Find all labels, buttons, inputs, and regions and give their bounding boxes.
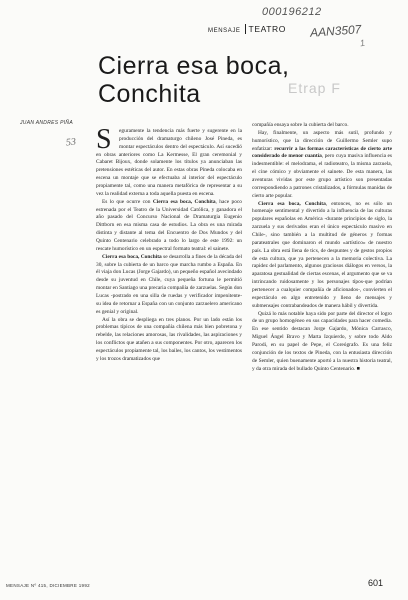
paragraph: Cierra esa boca, Conchita, entonces, no es sólo un homenaje sentimental y divertido a la influencia de las culturas populares españolas en América -durante principios de siglo, la zarzuela y sus derivados eran el único espectáculo masivo en Chile-, sino también a la multitud de géneros y formas parateatrales que dominaron el mundo «artístico» de nuestro país. La obra está llena de tics, de despuntes y de gestos propios de esta cultura, que ya pertenecen a la memoria colectiva. La rapidez del parlamento, algunos graciosos diálogos en versos, la aparatosa gestualidad de ciertas escenas, el argumento que se va intrincando ruidosamente y los personajes típos-que podrían pertenecer a cualquier compañía de aficionados-, convierten el espectáculo en algo entretenido y lleno de mensajes y submensajes contrabandeados de manera hábil y divertida. (252, 200, 392, 309)
drop-cap: S (96, 124, 112, 155)
article-title (98, 52, 289, 108)
page-number: 601 (368, 578, 384, 588)
paragraph: Quizá lo más notable haya sido por parte del director el logro de un grupo homogéneo en sus capacidades para hacer comedia. En ese sentido destacan Jorge Gajardo, Mónica Carrasco, Miguel Ángel Bravo y Marta Izquierdo, y sobre todo Aldo Parodi, en su papel de Pepe, el Coreógrafo. Es una feliz conjunción de los textos de Pineda, con la entusiasta dirección de Semler, quien buenamente aportó a la nuestra historia teatral, y da otra mirada del bullado Quinto Centenario. ■ (252, 310, 392, 372)
text-column-left (96, 124, 242, 364)
paragraph: Cierra esa boca, Conchita se desarrolla a fines de la década del 30, sobre la cubierta de un barco que marcha rumbo a España. En él viaja don Lucas (Jorge Gajardo), un pequeño español avecindado desde su juventud en Chile, cuya pequeña fortuna le permitió montar en Santiago una precaria compañía de zarzuelas. Según don Lucas -postrado en una silla de ruedas y verificador impenitente- su idea de retornar a España con un conjunto zarzuelero americano es genial y original. (96, 253, 242, 315)
play-title: Cierra esa boca, Conchita (102, 253, 162, 260)
handwritten-mark: 1 (359, 37, 366, 49)
issue-info: MENSAJE Nº 415, DICIEMBRE 1992 (6, 583, 90, 588)
bleed-through-text: Etrap F (288, 80, 341, 96)
bold-phrase: recurrir a las formas características de cierto arte considerado de menor cuantía (252, 145, 392, 160)
paragraph: Así la obra se despliega en tres planos. Por un lado están los problemas típicos de una compañía chilena más bien pobretona y rebelde, las relaciones amorosas, las rivalidades, las aspiraciones y los conflictos que atañen a sus componentes. Por otro, aparecen los espectáculos propiamente tal, los bailes, los cantos, los vestimentos y los trozos dramatizados que (96, 316, 242, 362)
handwritten-margin-mark: 53 (65, 136, 77, 149)
text-column-right (252, 122, 392, 374)
magazine-name: MENSAJE (208, 28, 241, 34)
paragraph: Hay, finalmente, un aspecto más sutil, profundo y humorístico, que la dirección de Guillermo Semler supo enfatizar: recurrir a las formas características de cierto arte considerado de menor cuantía, pero cuya masiva influencia es indesmentible: el melodrama, el radioteatro, la misma zarzuela, el cine cómico y obviamente el sainete. De esta manera, las aventuras vividas por este grupo artístico son presentadas correspondiendo a patrones cristalizados, a fórmulas manidas de cierto arte popular. (252, 129, 393, 199)
title-line-1: Cierra esa boca, (98, 52, 290, 80)
section-name: TEATRO (248, 24, 286, 34)
header-divider (245, 24, 246, 34)
play-title: Cierra esa boca, Conchita (258, 200, 326, 207)
paragraph: compañía ensaya sobre la cubierta del barco. (252, 122, 349, 128)
handwritten-archive-code: AAN3507 (309, 22, 362, 40)
section-header (208, 24, 286, 34)
paragraph: Es lo que ocurre con Cierra esa boca, Conchita, hace poco estrenada por el Teatro de la Universidad Católica, y ganadora el año pasado del Concurso Nacional de Dramaturgia Eugenio Dittborn en esa misma casa de estudios. La obra es una mirada distinta y distante al tema del Encuentro de Dos Mundos y del Quinto Centenario celebrado a todo lo largo de este 1992: un rescate humorístico en un espectral formato teatral: el sainete. (96, 198, 242, 252)
paragraph: S eguramente la tendencia más fuerte y sugerente en la producción del dramaturgo chileno José Pineda, es montar espectáculos dentro del espectáculo. Así sucedió en obras anteriores como La Kermesse, El gran ceremonial y Cabaret Bijoux, donde solamente los títulos ya anunciaban las pretensiones estéticas del autor. En estas obras Pineda colocaba en escena un montaje que se efectuaba al interior del espectáculo propiamente tal, como una manera metafórica de representar a su vez la realidad externa a toda aquella puesta en escena. (96, 124, 242, 197)
title-line-2: Conchita (98, 80, 201, 108)
handwritten-catalog-number: 000196212 (262, 6, 322, 18)
author-byline: JUAN ANDRES PIÑA (20, 120, 73, 126)
play-title: Cierra esa boca, Conchita (152, 198, 216, 205)
